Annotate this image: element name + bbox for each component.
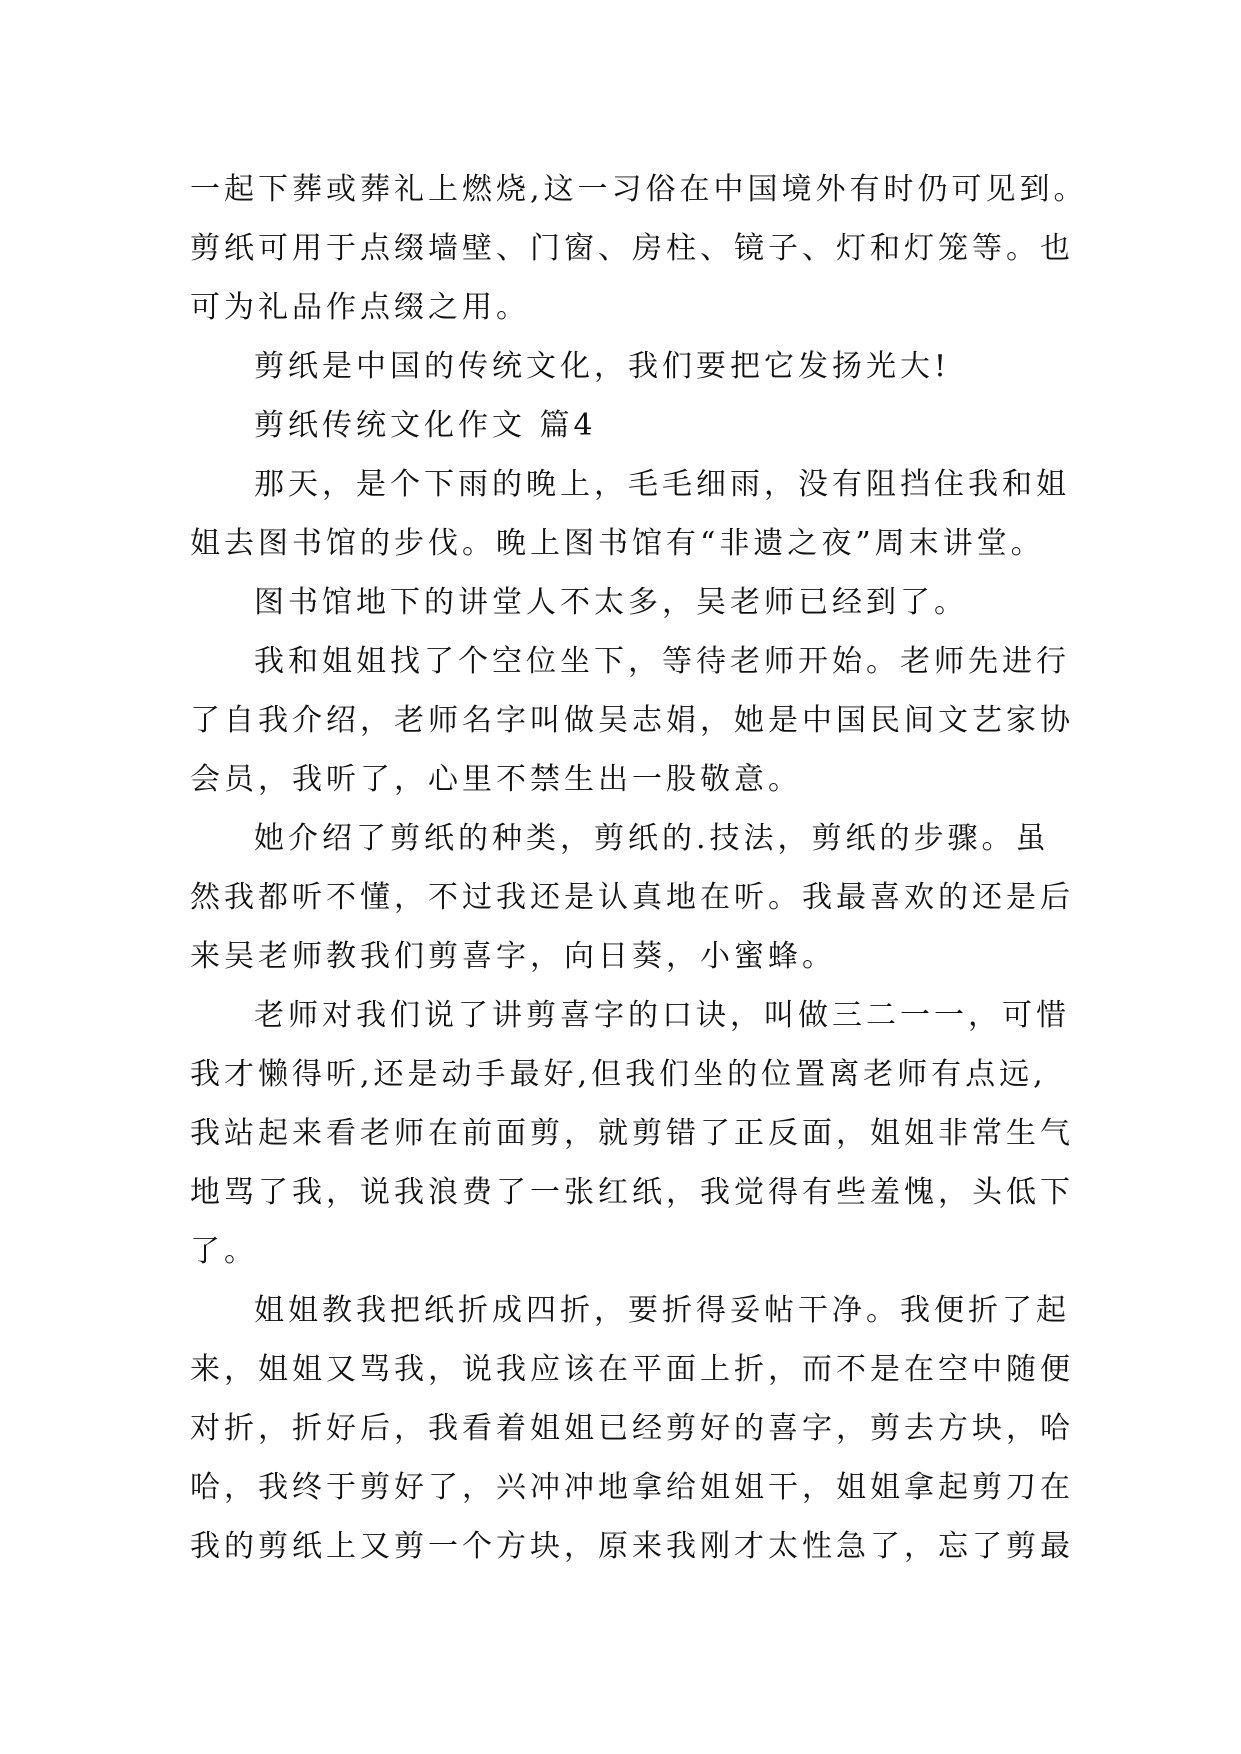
paragraph-first-line: 姐姐教我把纸折成四折，要折得妥帖干净。我便折了起 [254,1293,1070,1328]
text-line: 会员，我听了，心里不禁生出一股敬意。 [190,762,802,797]
text-line: 我才懒得听,还是动手最好,但我们坐的位置离老师有点远, [190,1057,1047,1092]
essay-body [190,160,1090,1576]
section-heading: 剪纸传统文化作文 篇4 [254,408,597,443]
text-line: 一起下葬或葬礼上燃烧,这一习俗在中国境外有时仍可见到。 [190,172,1088,207]
text-line: 哈，我终于剪好了，兴冲冲地拿给姐姐干，姐姐拿起剪刀在 [190,1470,1074,1505]
paragraph-first-line: 那天，是个下雨的晚上，毛毛细雨，没有阻挡住我和姐 [254,467,1070,502]
paragraph-first-line: 剪纸是中国的传统文化，我们要把它发扬光大! [254,349,951,384]
text-line: 可为礼品作点缀之用。 [190,290,530,325]
paragraph-first-line: 老师对我们说了讲剪喜字的口诀，叫做三二一一，可惜 [254,998,1070,1033]
text-line: 来，姐姐又骂我，说我应该在平面上折，而不是在空中随便 [190,1352,1074,1387]
text-line: 剪纸可用于点缀墙壁、门窗、房柱、镜子、灯和灯笼等。也 [190,231,1074,266]
text-line: 对折，折好后，我看着姐姐已经剪好的喜字，剪去方块，哈 [190,1411,1074,1446]
text-line: 我的剪纸上又剪一个方块，原来我刚才太性急了，忘了剪最 [190,1529,1074,1564]
text-line: 地骂了我，说我浪费了一张红纸，我觉得有些羞愧，头低下 [190,1175,1074,1210]
text-line: 来吴老师教我们剪喜字，向日葵，小蜜蜂。 [190,939,836,974]
text-line: 了自我介绍，老师名字叫做吴志娟，她是中国民间文艺家协 [190,703,1074,738]
paragraph-first-line: 我和姐姐找了个空位坐下，等待老师开始。老师先进行 [254,644,1070,679]
text-line: 了。 [190,1234,258,1269]
text-line: 姐去图书馆的步伐。晚上图书馆有“非遗之夜”周末讲堂。 [190,526,1045,561]
text-line: 我站起来看老师在前面剪，就剪错了正反面，姐姐非常生气 [190,1116,1074,1151]
paragraph-first-line: 她介绍了剪纸的种类，剪纸的.技法，剪纸的步骤。虽 [254,821,1050,856]
text-line: 然我都听不懂，不过我还是认真地在听。我最喜欢的还是后 [190,880,1074,915]
paragraph-first-line: 图书馆地下的讲堂人不太多，吴老师已经到了。 [254,585,968,620]
